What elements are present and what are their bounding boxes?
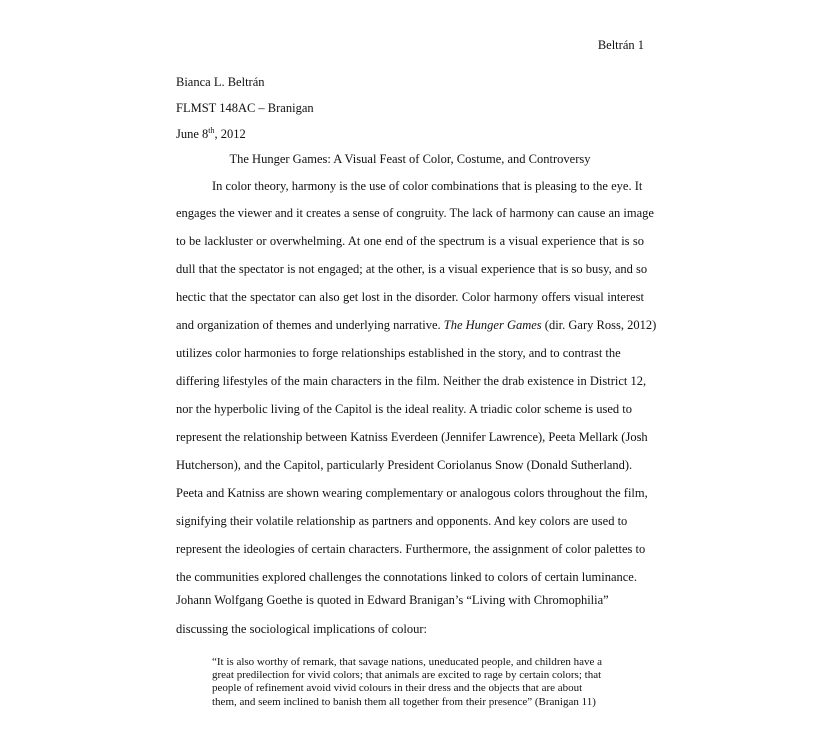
essay-title: The Hunger Games: A Visual Feast of Color, Costume, and Controversy [229, 152, 591, 166]
body-line: represent the relationship between Katniss Everdeen (Jennifer Lawrence), Peeta Mellark (Josh [176, 430, 648, 444]
body-line: the communities explored challenges the connotations linked to colors of certain luminance. [176, 570, 637, 584]
film-title-italic: The Hunger Games [443, 318, 542, 332]
date-line [176, 127, 644, 141]
body-line: discussing the sociological implications of colour: [176, 622, 428, 636]
quote-line: them, and seem inclined to banish them all together from their presence” (Branigan 11) [212, 695, 596, 708]
body-text: and organization of themes and underlying narrative. [176, 318, 444, 332]
body-text: (dir. Gary Ross, 2012) [541, 318, 657, 332]
body-line: In color theory, harmony is the use of color combinations that is pleasing to the eye. It [212, 179, 643, 193]
date-prefix: June 8 [176, 127, 209, 141]
body-line: Hutcherson), and the Capitol, particularly President Coriolanus Snow (Donald Sutherland). [176, 458, 633, 472]
body-line: utilizes color harmonies to forge relationships established in the story, and to contrast the [176, 346, 621, 360]
body-line: Peeta and Katniss are shown wearing complementary or analogous colors throughout the film, [176, 486, 648, 500]
quote-line: people of refinement avoid vivid colours in their dress and the objects that are about [212, 682, 583, 695]
date-superscript: th [208, 126, 215, 135]
body-line: differing lifestyles of the main characters in the film. Neither the drab existence in District 12, [176, 374, 647, 388]
body-line: nor the hyperbolic living of the Capitol is the ideal reality. A triadic color scheme is used to [176, 402, 633, 416]
body-line: represent the ideologies of certain characters. Furthermore, the assignment of color palettes to [176, 542, 646, 556]
block-quote [212, 656, 603, 709]
quote-line: “It is also worthy of remark, that savage nations, uneducated people, and children have a [212, 656, 603, 668]
body-line: Johann Wolfgang Goethe is quoted in Edward Branigan’s “Living with Chromophilia” [176, 593, 609, 607]
body-line: to be lackluster or overwhelming. At one end of the spectrum is a visual experience that is so [176, 234, 644, 248]
author-name: Bianca L. Beltrán [176, 75, 265, 89]
body-line: engages the viewer and it creates a sense of congruity. The lack of harmony can cause an image [176, 206, 654, 220]
body-line: signifying their volatile relationship as partners and opponents. And key colors are used to [176, 514, 628, 528]
body-line [176, 318, 657, 332]
course-name: FLMST 148AC – Branigan [176, 101, 314, 115]
running-head: Beltrán 1 [597, 38, 644, 52]
quote-line: great predilection for vivid colors; that animals are excited to rage by certain colors; that [212, 669, 602, 682]
body-line: dull that the spectator is not engaged; at the other, is a visual experience that is so busy, and so [176, 262, 648, 276]
date-suffix: , 2012 [214, 127, 246, 141]
body-line: hectic that the spectator can also get lost in the disorder. Color harmony offers visual interest [176, 290, 644, 304]
